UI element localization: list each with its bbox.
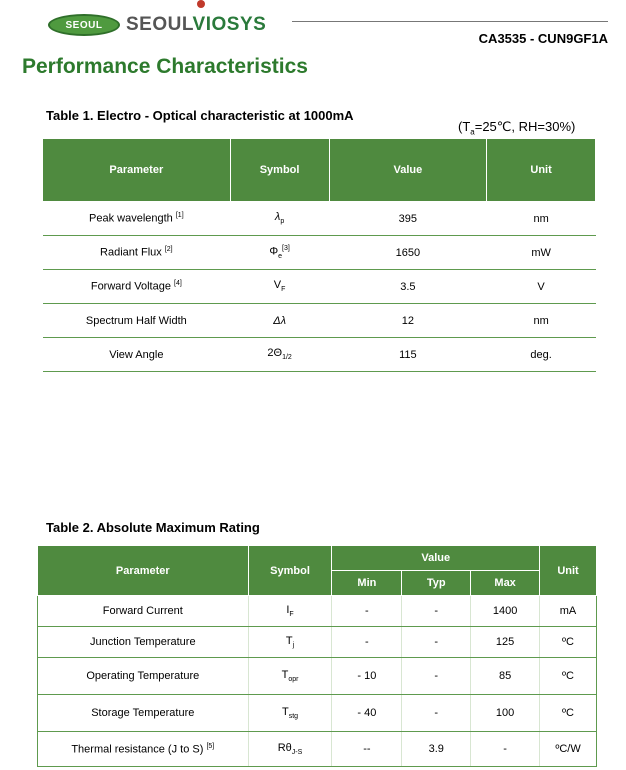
value-cell: 3.5 [329, 270, 487, 304]
unit-cell: nm [487, 202, 596, 236]
parameter-cell [38, 596, 249, 627]
parameter-label: Peak wavelength [89, 212, 173, 225]
test-condition [458, 119, 575, 137]
min-cell: - 40 [332, 695, 402, 732]
header-unit: Unit [540, 546, 597, 596]
symbol-label: I [286, 603, 290, 616]
table-row [43, 338, 596, 372]
min-cell: - [332, 596, 402, 627]
typ-cell: - [402, 596, 471, 627]
symbol-label: T [281, 705, 289, 718]
value-cell: 115 [329, 338, 487, 372]
parameter-label: View Angle [109, 348, 164, 361]
symbol-subscript: F [281, 286, 286, 294]
unit-cell: V [487, 270, 596, 304]
header-max: Max [471, 571, 540, 596]
cond-prefix: (T [458, 119, 471, 134]
parameter-label: Spectrum Half Width [85, 314, 187, 327]
electro-optical-table [42, 138, 596, 372]
table-row [38, 695, 597, 732]
symbol-label: T [281, 668, 289, 681]
logo-text [126, 14, 266, 36]
symbol-cell [248, 732, 332, 767]
symbol-cell [230, 202, 329, 236]
symbol-cell [248, 695, 332, 732]
symbol-subscript: j [292, 642, 295, 650]
header-typ: Typ [402, 571, 471, 596]
unit-cell: nm [487, 304, 596, 338]
symbol-cell [248, 596, 332, 627]
symbol-subscript: stg [288, 713, 299, 721]
symbol-subscript: J-S [291, 749, 303, 757]
max-cell: 1400 [471, 596, 540, 627]
parameter-cell [43, 270, 231, 304]
logo-text-viosys: VIOSYS [192, 14, 267, 35]
value-cell: 395 [329, 202, 487, 236]
header-symbol: Symbol [230, 139, 329, 202]
header-value: Value [332, 546, 540, 571]
max-cell: 85 [471, 658, 540, 695]
min-cell: - [332, 627, 402, 658]
unit-cell: ºC/W [540, 732, 597, 767]
unit-cell: ºC [540, 658, 597, 695]
header-divider [292, 21, 608, 22]
parameter-label: Forward Voltage [90, 280, 171, 293]
header-unit: Unit [487, 139, 596, 202]
parameter-cell [43, 304, 231, 338]
unit-cell: deg. [487, 338, 596, 372]
header-symbol: Symbol [248, 546, 332, 596]
table-row [38, 732, 597, 767]
max-cell: 125 [471, 627, 540, 658]
page-title: Performance Characteristics [22, 55, 308, 78]
parameter-cell [43, 236, 231, 270]
symbol-cell [230, 236, 329, 270]
footnote-ref: [1] [175, 212, 184, 220]
footnote-ref: [5] [206, 742, 215, 750]
min-cell: - 10 [332, 658, 402, 695]
symbol-cell [230, 270, 329, 304]
unit-cell: mW [487, 236, 596, 270]
table-row [43, 202, 596, 236]
symbol-label: V [273, 279, 282, 292]
typ-cell: - [402, 695, 471, 732]
header-value: Value [329, 139, 487, 202]
table2-title: Table 2. Absolute Maximum Rating [46, 520, 260, 535]
table-row [43, 304, 596, 338]
symbol-label: Rθ [277, 741, 292, 754]
typ-cell: - [402, 627, 471, 658]
table-row [38, 627, 597, 658]
logo-badge: SEOUL [48, 14, 120, 36]
symbol-cell [230, 338, 329, 372]
symbol-label: T [285, 634, 293, 647]
parameter-label: Junction Temperature [89, 636, 196, 648]
symbol-label: 2Θ [267, 347, 283, 360]
logo-dot-icon [197, 0, 205, 8]
unit-cell: ºC [540, 695, 597, 732]
parameter-label: Operating Temperature [86, 670, 200, 682]
table-row [43, 270, 596, 304]
table1-title: Table 1. Electro - Optical characteristic at 1000mA [46, 108, 354, 123]
symbol-label: Φ [269, 245, 279, 258]
header-min: Min [332, 571, 402, 596]
footnote-ref: [3] [282, 245, 290, 253]
symbol-label: λ [274, 211, 281, 224]
table-row [38, 596, 597, 627]
table-row [43, 236, 596, 270]
max-cell: - [471, 732, 540, 767]
typ-cell: - [402, 658, 471, 695]
symbol-subscript: opr [288, 676, 299, 684]
parameter-label: Radiant Flux [100, 246, 162, 259]
header-parameter: Parameter [43, 139, 231, 202]
model-number: CA3535 - CUN9GF1A [478, 31, 608, 46]
symbol-cell [248, 658, 332, 695]
cond-sub: a [470, 127, 475, 137]
parameter-cell [38, 658, 249, 695]
symbol-cell [248, 627, 332, 658]
symbol-label: Δλ [273, 314, 286, 327]
symbol-subscript: F [289, 611, 294, 619]
symbol-subscript: p [280, 218, 285, 226]
parameter-label: Storage Temperature [91, 707, 195, 719]
symbol-cell [230, 304, 329, 338]
symbol-subscript: 1/2 [282, 354, 292, 362]
max-cell: 100 [471, 695, 540, 732]
parameter-label: Forward Current [102, 605, 183, 617]
parameter-cell [38, 695, 249, 732]
min-cell: -- [332, 732, 402, 767]
parameter-cell [38, 732, 249, 767]
header-parameter: Parameter [38, 546, 249, 596]
value-cell: 12 [329, 304, 487, 338]
brand-logo [48, 10, 266, 40]
value-cell: 1650 [329, 236, 487, 270]
footnote-ref: [4] [174, 280, 182, 288]
footnote-ref: [2] [164, 246, 173, 254]
symbol-subscript: e [278, 252, 283, 260]
parameter-label: Thermal resistance (J to S) [71, 743, 204, 756]
absolute-max-rating-table [37, 545, 597, 767]
unit-cell: ºC [540, 627, 597, 658]
parameter-cell [43, 202, 231, 236]
table-row [38, 658, 597, 695]
logo-text-seoul: SEOUL [126, 14, 193, 35]
parameter-cell [38, 627, 249, 658]
typ-cell: 3.9 [402, 732, 471, 767]
cond-rest: =25℃, RH=30%) [474, 119, 576, 134]
unit-cell: mA [540, 596, 597, 627]
parameter-cell [43, 338, 231, 372]
